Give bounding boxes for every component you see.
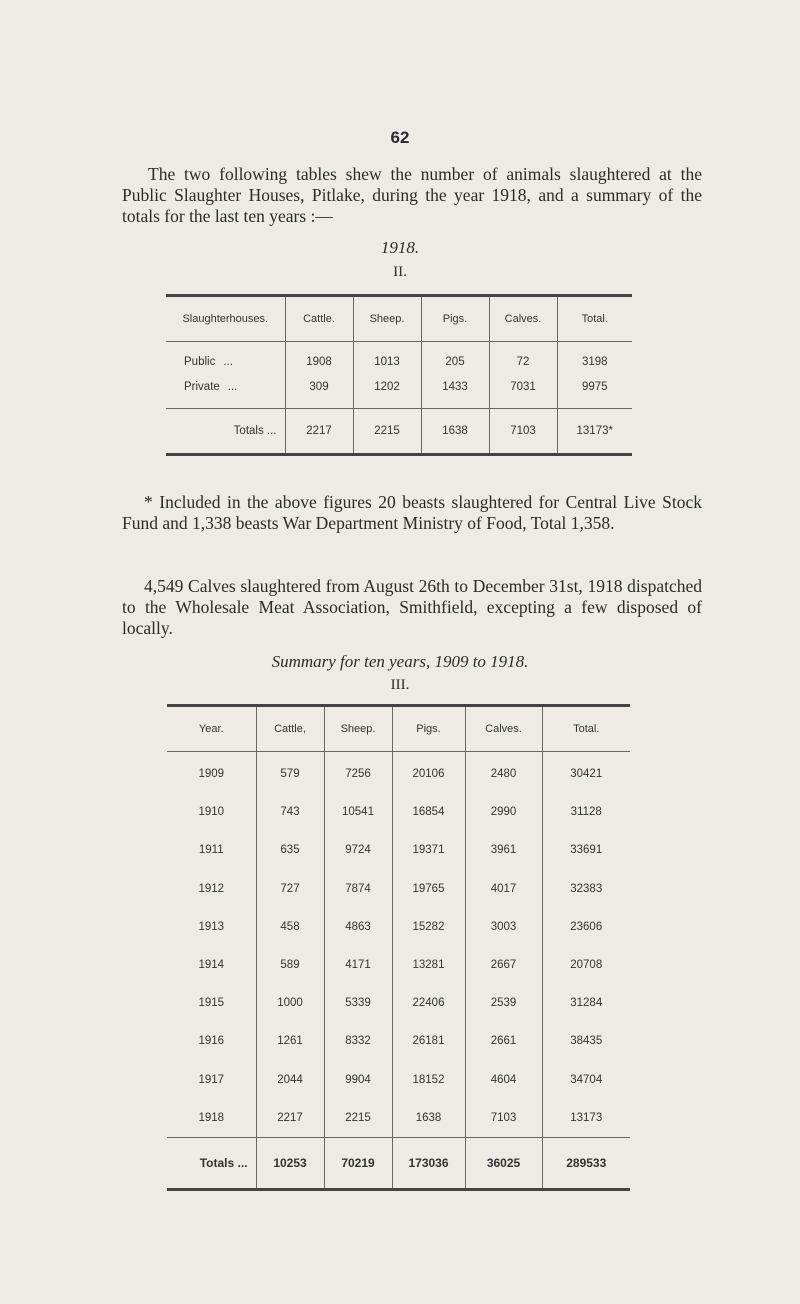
table-row — [166, 374, 632, 409]
totals-row — [167, 1137, 630, 1189]
total-pigs: 1638 — [421, 409, 489, 455]
cell-cattle: 1000 — [256, 984, 324, 1022]
header-pigs: Pigs. — [392, 706, 465, 752]
cell-pigs: 19765 — [392, 870, 465, 908]
cell-calves: 7103 — [465, 1099, 542, 1138]
total-total: 13173* — [557, 409, 632, 455]
cell-total: 30421 — [570, 768, 603, 781]
table-row — [167, 793, 630, 831]
intro-paragraph: The two following tables shew the number of animals slaughtered at the Public Slaughter Houses, Pitlake, during the year 1918, and a summary of the totals for the last ten years :— — [122, 164, 702, 226]
row-label: Public ... — [166, 342, 285, 375]
calves-paragraph: 4,549 Calves slaughtered from August 26th to December 31st, 1918 dispatched to the Wholesale Meat Association, Smithfield, excepting a few disposed of locally. — [122, 576, 702, 638]
table3-title: Summary for ten years, 1909 to 1918. — [271, 652, 529, 671]
cell-pigs: 26181 — [392, 1022, 465, 1060]
totals-label: Totals ... — [167, 1137, 256, 1189]
cell-sheep: 9724 — [324, 831, 392, 869]
cell-cattle: 743 — [256, 793, 324, 831]
header-total: Total. — [542, 706, 630, 752]
cell-cattle: 1908 — [285, 342, 353, 375]
cell-year: 1912 — [167, 870, 256, 908]
cell-pigs: 1433 — [421, 374, 489, 409]
cell-pigs: 1638 — [392, 1099, 465, 1138]
header-cattle: Cattle. — [285, 296, 353, 342]
cell-year: 1915 — [167, 984, 256, 1022]
cell-sheep: 5339 — [324, 984, 392, 1022]
cell-year: 1917 — [167, 1061, 256, 1099]
total-calves: 36025 — [465, 1137, 542, 1189]
cell-year: 1916 — [167, 1022, 256, 1060]
cell-total: 33691 — [570, 844, 603, 857]
cell-pigs: 205 — [421, 342, 489, 375]
table-1918-slaughterhouses — [166, 294, 632, 456]
cell-total: 38435 — [570, 1035, 603, 1048]
table2-number: II. — [393, 264, 407, 280]
cell-total: 34704 — [570, 1073, 603, 1086]
cell-calves: 4017 — [465, 870, 542, 908]
cell-cattle: 635 — [256, 831, 324, 869]
cell-pigs: 13281 — [392, 946, 465, 984]
cell-cattle: 579 — [256, 752, 324, 794]
header-total: Total. — [557, 296, 632, 342]
cell-sheep: 7874 — [324, 870, 392, 908]
header-pigs: Pigs. — [421, 296, 489, 342]
table-row — [167, 908, 630, 946]
header-cattle: Cattle, — [256, 706, 324, 752]
cell-total: 3198 — [581, 355, 608, 368]
cell-total: 31128 — [570, 806, 602, 819]
table-row — [167, 1022, 630, 1060]
cell-year: 1910 — [167, 793, 256, 831]
table3-number: III. — [390, 677, 410, 693]
cell-calves: 2667 — [465, 946, 542, 984]
cell-total: 32383 — [570, 882, 603, 895]
cell-calves: 2990 — [465, 793, 542, 831]
total-cattle: 2217 — [285, 409, 353, 455]
cell-calves: 3003 — [465, 908, 542, 946]
totals-row — [166, 409, 632, 455]
cell-cattle: 309 — [285, 374, 353, 409]
cell-sheep: 1013 — [353, 342, 421, 375]
header-sheep: Sheep. — [353, 296, 421, 342]
table-row — [167, 1099, 630, 1138]
cell-sheep: 2215 — [324, 1099, 392, 1138]
cell-sheep: 4171 — [324, 946, 392, 984]
header-calves: Calves. — [465, 706, 542, 752]
cell-sheep: 7256 — [324, 752, 392, 794]
cell-cattle: 2217 — [256, 1099, 324, 1138]
cell-year: 1911 — [167, 831, 256, 869]
cell-cattle: 727 — [256, 870, 324, 908]
cell-total: 23606 — [570, 920, 603, 933]
table2-year-caption: 1918. — [380, 238, 420, 257]
table-row — [167, 984, 630, 1022]
cell-sheep: 1202 — [353, 374, 421, 409]
total-sheep: 2215 — [353, 409, 421, 455]
cell-cattle: 458 — [256, 908, 324, 946]
cell-calves: 3961 — [465, 831, 542, 869]
cell-calves: 2480 — [465, 752, 542, 794]
total-pigs: 173036 — [392, 1137, 465, 1189]
cell-year: 1909 — [167, 752, 256, 794]
cell-pigs: 18152 — [392, 1061, 465, 1099]
cell-year: 1914 — [167, 946, 256, 984]
cell-year: 1918 — [167, 1099, 256, 1138]
table-header-row — [167, 706, 630, 752]
cell-total: 13173 — [570, 1111, 603, 1124]
table-header-row — [166, 296, 632, 342]
cell-calves: 2539 — [465, 984, 542, 1022]
total-sheep: 70219 — [324, 1137, 392, 1189]
cell-sheep: 10541 — [324, 793, 392, 831]
table-row — [167, 946, 630, 984]
table-ten-year-summary — [167, 704, 630, 1191]
page-number: 62 — [390, 128, 410, 147]
cell-cattle: 589 — [256, 946, 324, 984]
table-row — [166, 342, 632, 375]
cell-calves: 4604 — [465, 1061, 542, 1099]
cell-pigs: 19371 — [392, 831, 465, 869]
row-label: Private ... — [166, 374, 285, 409]
cell-pigs: 15282 — [392, 908, 465, 946]
header-slaughterhouses: Slaughterhouses. — [166, 296, 285, 342]
cell-sheep: 8332 — [324, 1022, 392, 1060]
cell-cattle: 2044 — [256, 1061, 324, 1099]
table-row — [167, 870, 630, 908]
cell-total: 9975 — [581, 380, 608, 393]
cell-calves: 7031 — [489, 374, 557, 409]
cell-calves: 2661 — [465, 1022, 542, 1060]
cell-pigs: 16854 — [392, 793, 465, 831]
header-sheep: Sheep. — [324, 706, 392, 752]
table-row — [167, 752, 630, 794]
header-calves: Calves. — [489, 296, 557, 342]
total-total: 289533 — [542, 1137, 630, 1189]
table-row — [167, 1061, 630, 1099]
cell-year: 1913 — [167, 908, 256, 946]
cell-total: 20708 — [570, 959, 603, 972]
header-year: Year. — [167, 706, 256, 752]
cell-pigs: 20106 — [392, 752, 465, 794]
cell-pigs: 22406 — [392, 984, 465, 1022]
totals-label: Totals ... — [166, 409, 285, 455]
table-row — [167, 831, 630, 869]
cell-total: 31284 — [570, 997, 603, 1010]
cell-sheep: 9904 — [324, 1061, 392, 1099]
cell-sheep: 4863 — [324, 908, 392, 946]
cell-calves: 72 — [489, 342, 557, 375]
cell-cattle: 1261 — [256, 1022, 324, 1060]
total-calves: 7103 — [489, 409, 557, 455]
total-cattle: 10253 — [256, 1137, 324, 1189]
footnote: * Included in the above figures 20 beasts slaughtered for Central Live Stock Fund and 1,338 beasts War Department Ministry of Food, Total 1,358. — [122, 492, 702, 533]
